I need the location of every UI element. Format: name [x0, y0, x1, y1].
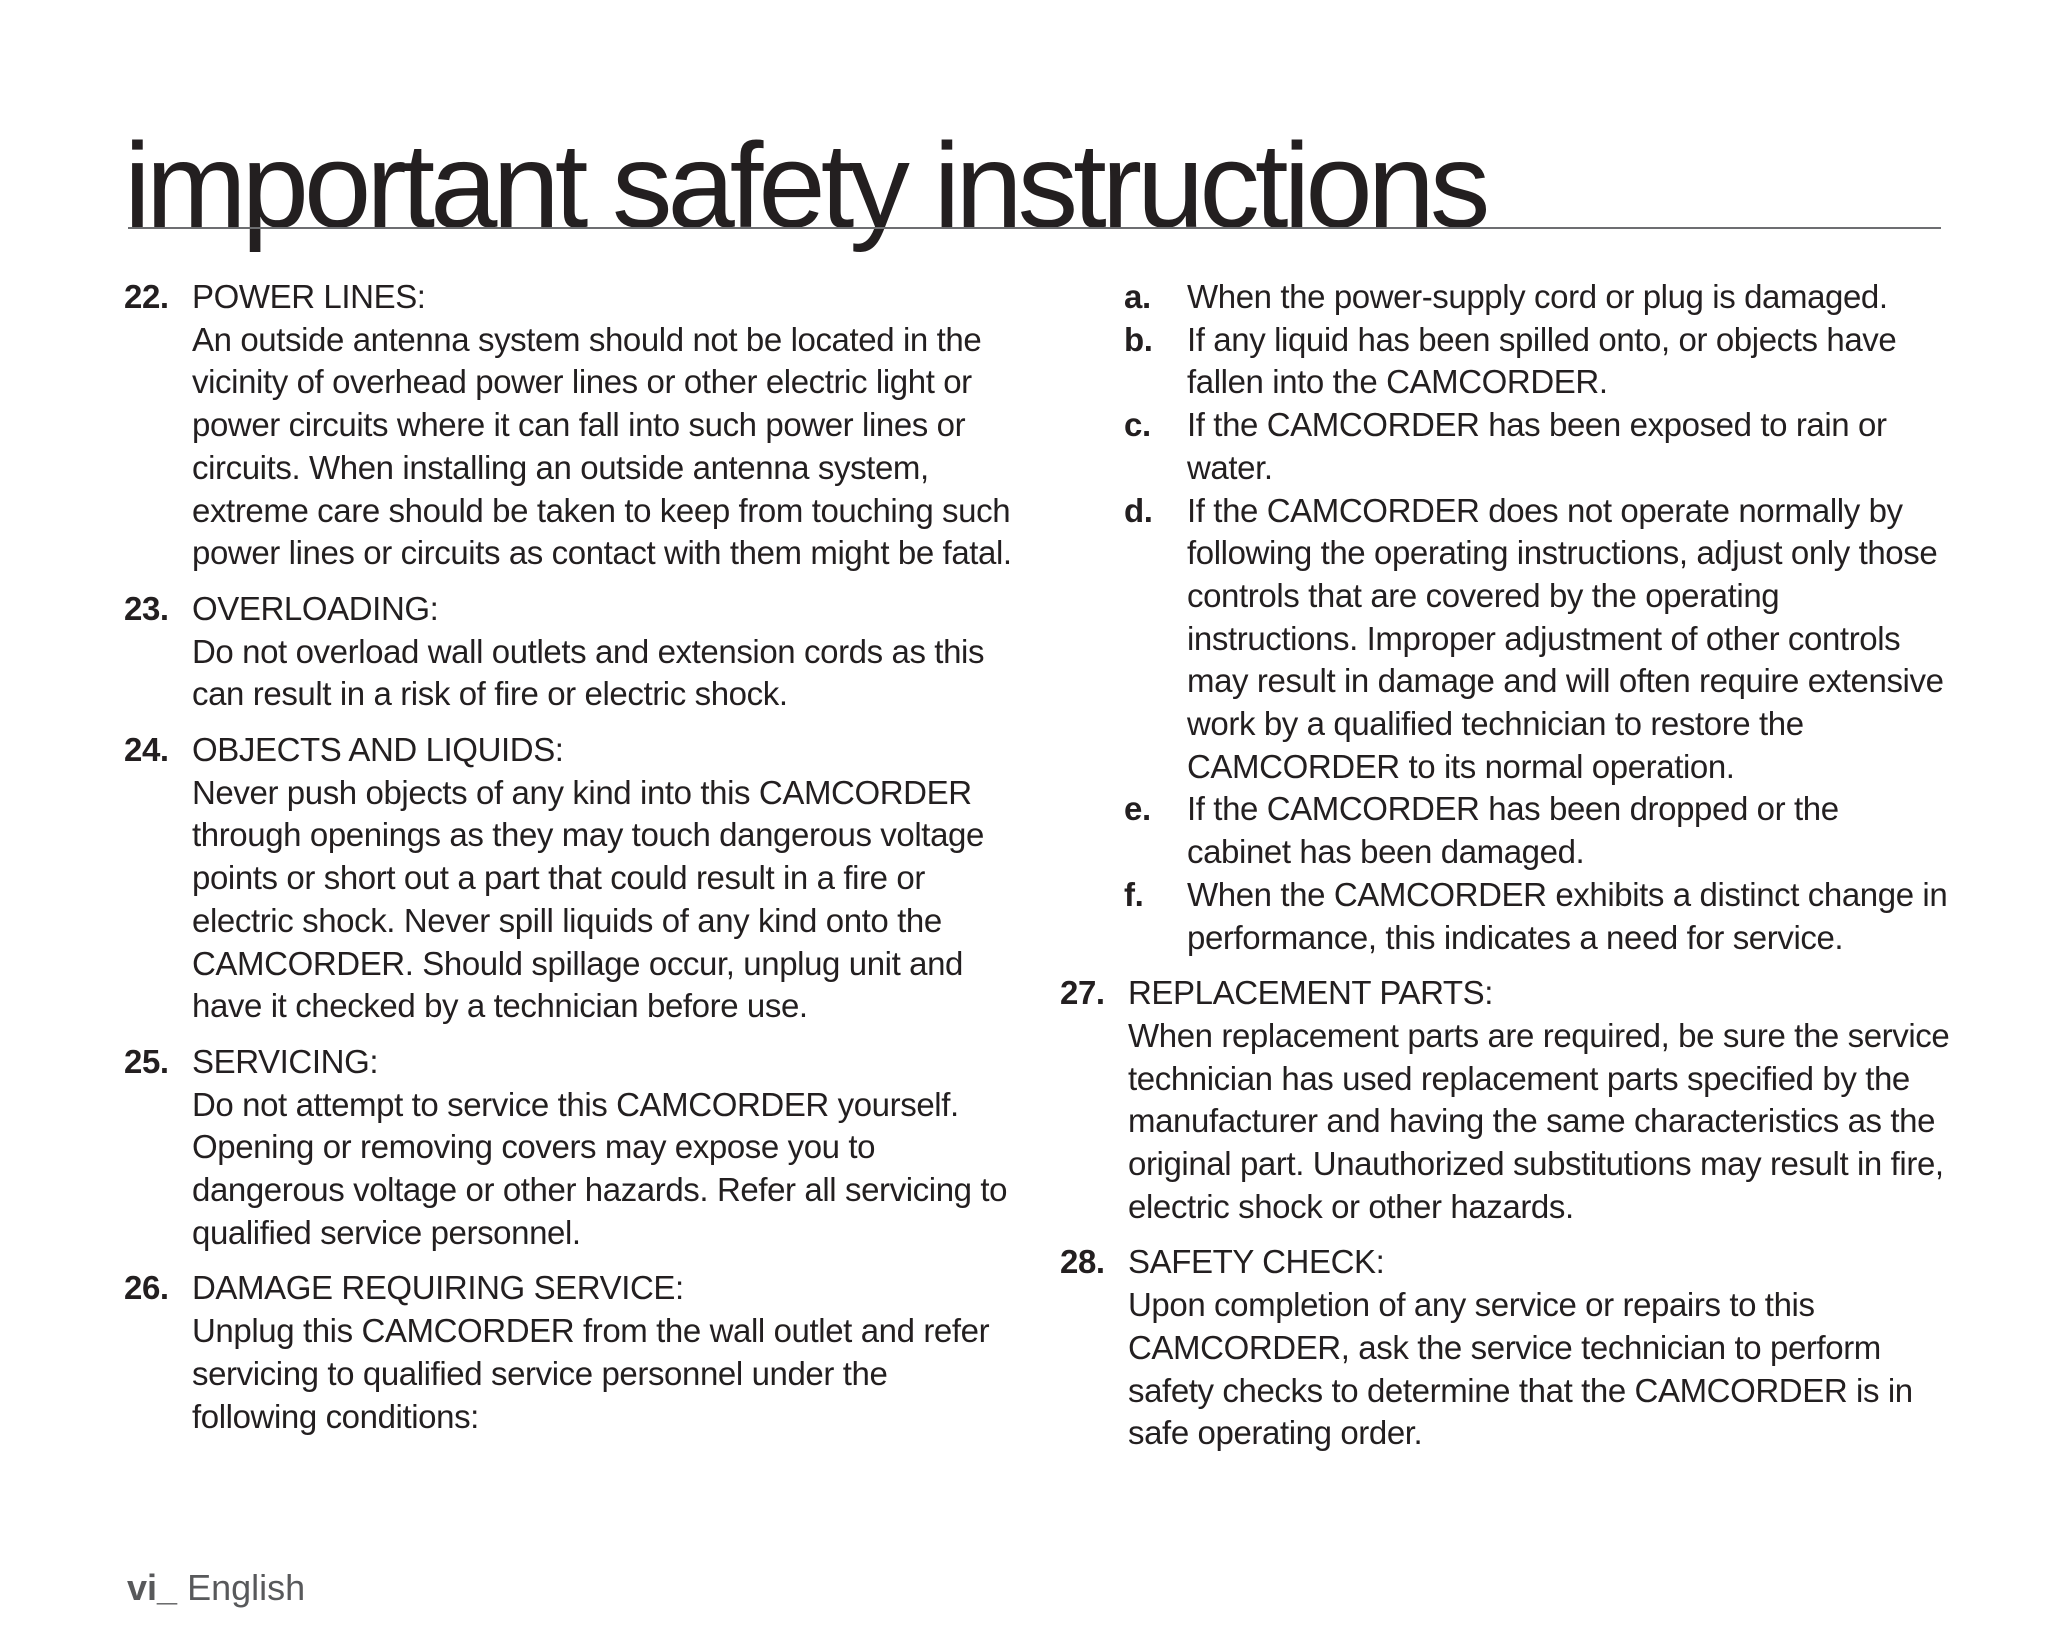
item-body — [192, 588, 1014, 716]
condition-text: If the CAMCORDER has been exposed to rain or water. — [1187, 406, 1887, 486]
item-body — [1128, 972, 1950, 1228]
condition-item — [1060, 276, 1950, 319]
instruction-item — [124, 1267, 1014, 1438]
condition-item — [1060, 404, 1950, 489]
item-heading: SAFETY CHECK: — [1128, 1243, 1385, 1281]
item-number: 24. — [124, 731, 169, 769]
condition-item — [1060, 490, 1950, 789]
item-heading: SERVICING: — [192, 1042, 379, 1080]
condition-text: When the CAMCORDER exhibits a distinct change in performance, this indicates a need for service. — [1187, 875, 1948, 956]
condition-item — [1060, 788, 1950, 873]
condition-letter: d. — [1124, 491, 1153, 529]
item-heading: DAMAGE REQUIRING SERVICE: — [192, 1269, 684, 1307]
item-body — [1128, 1241, 1950, 1455]
condition-item — [1060, 874, 1950, 959]
item-text: Upon completion of any service or repairs to this CAMCORDER, ask the service technician to perform safety checks to determine that the CAMCORDER is in safe operating order. — [1128, 1286, 1913, 1452]
condition-letter: a. — [1124, 278, 1151, 315]
condition-letter: b. — [1124, 320, 1153, 358]
item-text: Unplug this CAMCORDER from the wall outlet and refer servicing to qualified service personnel under the following conditions: — [192, 1312, 990, 1435]
item-number: 28. — [1060, 1243, 1105, 1281]
title-rule — [128, 227, 1941, 229]
item-body — [192, 276, 1014, 575]
footer-language: English — [187, 1567, 306, 1608]
condition-letter: e. — [1124, 790, 1151, 828]
instruction-item — [1060, 972, 1950, 1228]
right-column — [1060, 276, 1950, 1468]
item-text: Do not overload wall outlets and extension cords as this can result in a risk of fire or electric shock. — [192, 632, 985, 713]
item-body — [192, 1267, 1014, 1438]
item-heading: REPLACEMENT PARTS: — [1128, 974, 1494, 1012]
item-text: Do not attempt to service this CAMCORDER yourself. Opening or removing covers may expose you to dangerous voltage or other hazards. Refer all servicing to qualified service personnel. — [192, 1085, 1008, 1251]
item-number: 26. — [124, 1269, 169, 1307]
page-footer — [127, 1567, 305, 1609]
instruction-item — [124, 1041, 1014, 1255]
page-number: vi_ — [127, 1567, 178, 1608]
condition-text: If any liquid has been spilled onto, or objects have fallen into the CAMCORDER. — [1187, 320, 1897, 401]
condition-list — [1060, 276, 1950, 959]
item-number: 25. — [124, 1042, 169, 1080]
item-heading: OVERLOADING: — [192, 589, 439, 627]
item-heading: OBJECTS AND LIQUIDS: — [192, 731, 564, 769]
condition-item — [1060, 319, 1950, 404]
item-number: 27. — [1060, 974, 1105, 1012]
item-text: An outside antenna system should not be located in the vicinity of overhead power lines or other electric light or power circuits where it can fall into such power lines or circuits. When installing an outside antenna system, extreme care should be taken to keep from touching such power lines or circuits as contact with them might be fatal. — [192, 320, 1012, 572]
item-number: 23. — [124, 589, 169, 627]
instruction-item — [124, 588, 1014, 716]
item-text: Never push objects of any kind into this CAMCORDER through openings as they may touch dangerous voltage points or short out a part that could result in a fire or electric shock. Never spill liquids of any kind onto the CAMCORDER. Should spillage occur, unplug unit and have it checked by a technician before use. — [192, 773, 984, 1025]
item-text: When replacement parts are required, be sure the service technician has used replacement parts specified by the manufacturer and having the same characteristics as the original part. Unauthorized substitutions may result in fire, electric shock or other hazards. — [1128, 1016, 1950, 1225]
instruction-item — [124, 729, 1014, 1028]
item-body — [192, 729, 1014, 1028]
instruction-item — [124, 276, 1014, 575]
page-title: important safety instructions — [124, 117, 1486, 253]
condition-text: If the CAMCORDER does not operate normally by following the operating instructions, adjust only those controls that are covered by the operating instructions. Improper adjustment of other controls may result in damage and will often require extensive work by a qualified technician to restore the CAMCORDER to its normal operation. — [1187, 491, 1944, 785]
condition-letter: f. — [1124, 875, 1144, 913]
left-column — [124, 276, 1014, 1451]
item-number: 22. — [124, 278, 169, 315]
condition-text: If the CAMCORDER has been dropped or the cabinet has been damaged. — [1187, 790, 1839, 871]
item-heading: POWER LINES: — [192, 278, 426, 315]
instruction-item — [1060, 1241, 1950, 1455]
item-body — [192, 1041, 1014, 1255]
condition-letter: c. — [1124, 406, 1151, 444]
condition-text: When the power-supply cord or plug is damaged. — [1187, 278, 1888, 315]
